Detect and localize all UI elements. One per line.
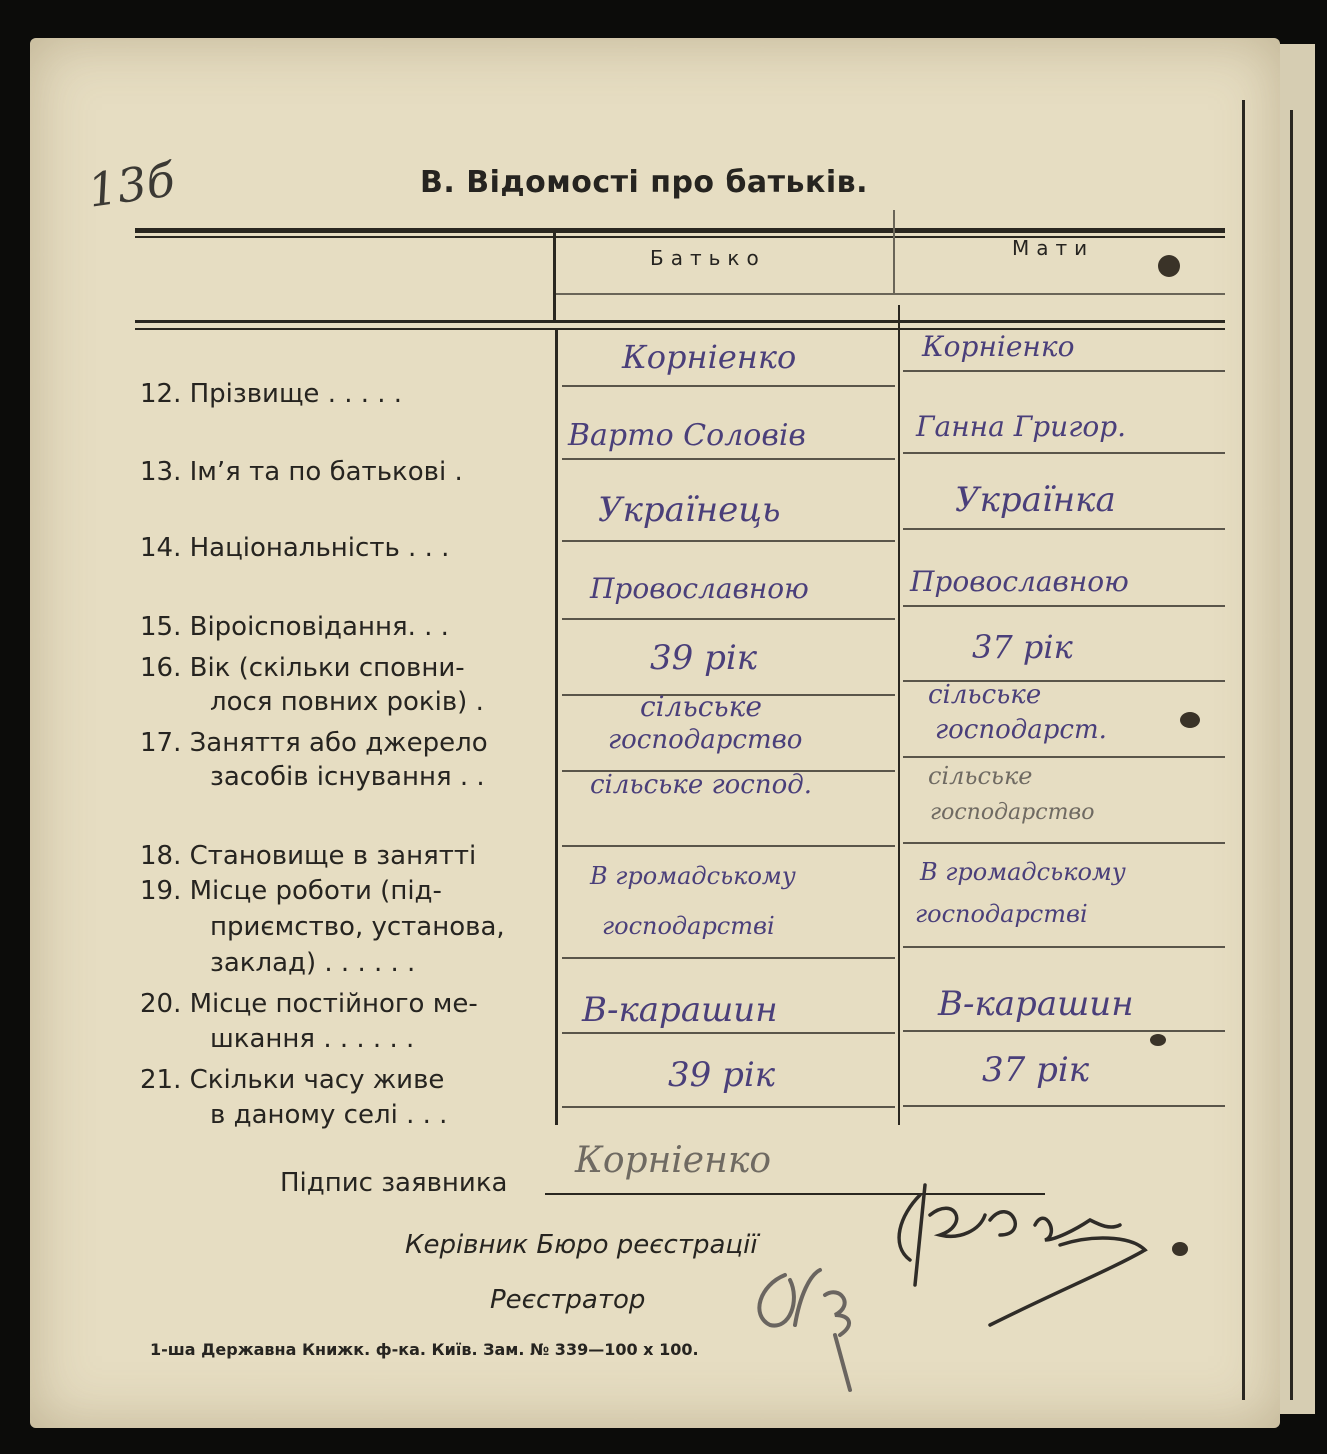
bureau-head-label: Керівник Бюро реєстрації xyxy=(405,1230,758,1260)
paper-hole xyxy=(1172,1242,1188,1256)
row-label-occupation: 17. Заняття або джерело xyxy=(140,728,488,758)
mother-cell-line xyxy=(903,528,1225,530)
father-religion: Провославною xyxy=(590,572,809,605)
applicant-signature: Корніенко xyxy=(575,1140,771,1181)
mother-cell-line xyxy=(903,756,1225,758)
father-workplace-line2: господарстві xyxy=(602,912,775,940)
mother-workplace-line1: В громадському xyxy=(920,858,1126,886)
father-cell-line xyxy=(562,845,895,847)
archive-number: 13б xyxy=(84,152,178,218)
paper-hole xyxy=(1180,712,1200,728)
father-cell-line xyxy=(562,618,895,620)
father-cell-line xyxy=(562,1106,895,1108)
mother-age: 37 рік xyxy=(972,628,1073,666)
row-label-age: 16. Вік (скільки сповни- xyxy=(140,653,465,683)
mother-surname: Корніенко xyxy=(922,330,1075,363)
father-occupation-line1: сільське xyxy=(640,690,762,723)
father-occupation-line2: господарство xyxy=(608,725,803,755)
father-name: Варто Соловів xyxy=(568,418,806,453)
column-header-father: Батько xyxy=(650,246,766,270)
father-surname: Корніенко xyxy=(622,338,797,376)
row-label-nationality: 14. Національність . . . xyxy=(140,533,450,563)
row-label-workplace-cont: заклад) . . . . . . xyxy=(210,948,416,978)
mother-residence: В-карашин xyxy=(938,984,1134,1024)
mother-nationality: Українка xyxy=(955,480,1116,520)
bureau-head-signature xyxy=(860,1175,1160,1335)
registrar-signature xyxy=(740,1255,880,1395)
row-label-occupation-cont: засобів існування . . xyxy=(210,762,485,792)
mother-cell-line xyxy=(903,452,1225,454)
print-imprint: 1-ша Державна Книжк. ф-ка. Київ. Зам. № 339—100 x 100. xyxy=(150,1340,699,1359)
father-cell-line xyxy=(562,458,895,460)
row-label-religion: 15. Віроісповідання. . . xyxy=(140,612,449,642)
row-label-position: 18. Становище в занятті xyxy=(140,841,477,871)
row-label-years-cont: в даному селі . . . xyxy=(210,1100,448,1130)
mother-name: Ганна Григор. xyxy=(916,410,1127,443)
mother-cell-line xyxy=(903,842,1225,844)
father-workplace-line1: В громадському xyxy=(590,862,796,890)
column-divider xyxy=(553,228,556,323)
page-edge-line xyxy=(1290,110,1293,1400)
column-divider xyxy=(893,210,895,295)
mother-religion: Провославною xyxy=(910,565,1129,598)
mother-cell-line xyxy=(903,370,1225,372)
row-label-years: 21. Скільки часу живе xyxy=(140,1065,445,1095)
row-label-name: 13. Ім’я та по батькові . xyxy=(140,457,463,487)
mother-cell-line xyxy=(903,1105,1225,1107)
father-years: 39 рік xyxy=(668,1055,776,1095)
father-cell-line xyxy=(562,540,895,542)
mother-workplace-line2: господарстві xyxy=(915,900,1088,928)
mother-occupation-line1: сільське xyxy=(928,680,1042,710)
father-cell-line xyxy=(562,385,895,387)
row-label-workplace-cont: приємство, установа, xyxy=(210,912,505,942)
father-age: 39 рік xyxy=(650,638,758,678)
mother-cell-line xyxy=(903,946,1225,948)
father-nationality: Українець xyxy=(598,490,781,530)
column-header-mother: Мати xyxy=(1012,236,1095,260)
mother-occupation-line4: господарство xyxy=(930,800,1095,825)
header-rule xyxy=(135,228,1225,233)
registrar-label: Реєстратор xyxy=(490,1285,646,1315)
mother-occupation-line2: господарст. xyxy=(935,715,1107,745)
row-label-workplace: 19. Місце роботи (під- xyxy=(140,876,442,906)
mother-years: 37 рік xyxy=(982,1050,1090,1090)
column-header-rule xyxy=(135,320,1225,323)
mother-cell-line xyxy=(903,1030,1225,1032)
father-cell-line xyxy=(562,957,895,959)
applicant-signature-label: Підпис заявника xyxy=(280,1168,508,1198)
mother-cell-line xyxy=(903,605,1225,607)
page-edge-line xyxy=(1242,100,1245,1400)
row-label-residence-cont: шкання . . . . . . xyxy=(210,1024,415,1054)
header-subrule xyxy=(555,293,1225,295)
row-label-surname: 12. Прізвище . . . . . xyxy=(140,379,403,409)
father-occupation-line3: сільське господ. xyxy=(590,770,812,800)
section-title: В. Відомості про батьків. xyxy=(420,165,869,200)
father-residence: В-карашин xyxy=(582,990,778,1030)
column-divider xyxy=(555,330,558,1125)
mother-occupation-line3: сільське xyxy=(928,762,1033,790)
row-label-age-cont: лося повних років) . xyxy=(210,687,484,717)
paper-hole xyxy=(1158,255,1180,277)
column-divider xyxy=(898,305,900,1125)
row-label-residence: 20. Місце постійного ме- xyxy=(140,989,478,1019)
father-cell-line xyxy=(562,1032,895,1034)
paper-hole xyxy=(1150,1034,1166,1046)
